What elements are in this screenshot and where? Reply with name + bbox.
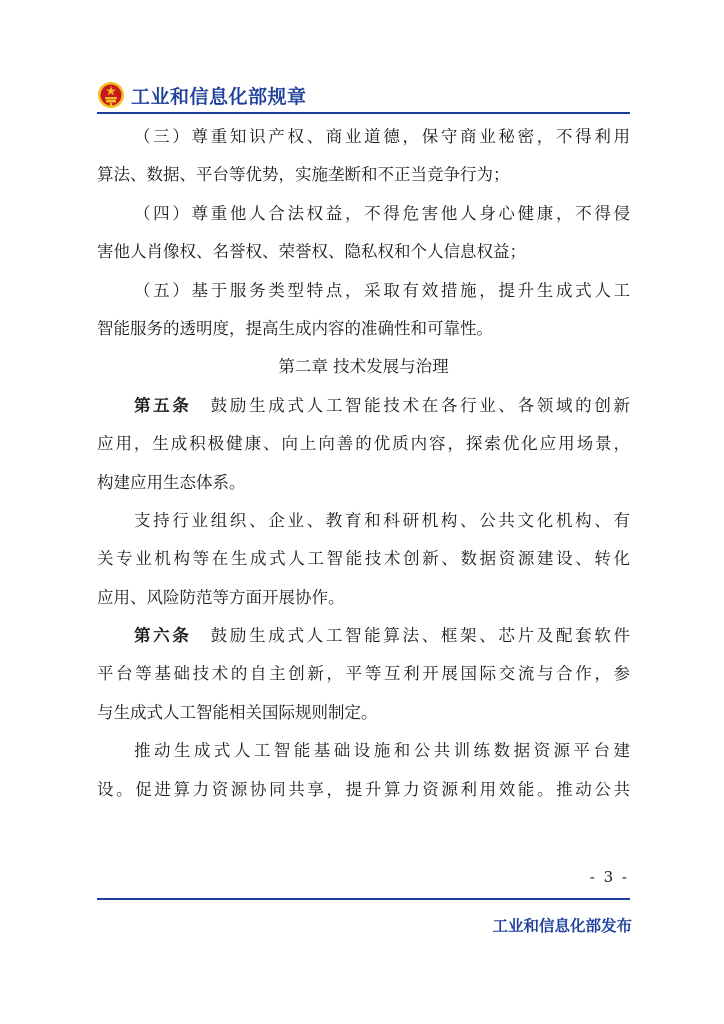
article-line [97,617,630,655]
text-line: 鼓励生成式人工智能技术在各行业、各领域的创新 [210,395,631,415]
document-body [97,118,630,809]
text-line: 支持行业组织、企业、教育和科研机构、公共文化机构、有 [134,510,630,530]
article-label: 第六条 [134,626,192,646]
header-title: 工业和信息化部规章 [131,85,307,108]
article-line [97,387,630,425]
text-line: 应用，生成积极健康、向上向善的优质内容，探索优化应用场景， [97,434,630,454]
footer-publisher: 工业和信息化部发布 [492,917,632,935]
national-emblem-icon [97,81,125,109]
text-line: 害他人肖像权、名誉权、荣誉权、隐私权和个人信息权益； [97,242,526,262]
text-line: 平台等基础技术的自主创新，平等互利开展国际交流与合作，参 [97,664,630,684]
header-divider [97,112,630,114]
text-line: 推动生成式人工智能基础设施和公共训练数据资源平台建 [134,741,630,761]
text-line: 构建应用生态体系。 [97,472,246,492]
page-number: - 3 - [589,868,629,886]
text-line: 算法、数据、平台等优势，实施垄断和不正当竞争行为； [97,165,510,185]
text-line: 与生成式人工智能相关国际规则制定。 [97,702,378,722]
text-line: 设。促进算力资源协同共享，提升算力资源利用效能。推动公共 [97,779,630,799]
text-line: 智能服务的透明度，提高生成内容的准确性和可靠性。 [97,318,493,338]
chapter-heading: 第二章 技术发展与治理 [278,357,449,377]
text-line: （五）基于服务类型特点，采取有效措施，提升生成式人工 [134,280,630,300]
text-line: （四）尊重他人合法权益，不得危害他人身心健康，不得侵 [134,203,630,223]
text-line: （三）尊重知识产权、商业道德，保守商业秘密，不得利用 [134,127,630,146]
article-label: 第五条 [134,395,192,415]
text-line: 应用、风险防范等方面开展协作。 [97,587,345,607]
text-line: 关专业机构等在生成式人工智能技术创新、数据资源建设、转化 [97,549,630,569]
page-header [97,78,307,112]
text-line: 鼓励生成式人工智能算法、框架、芯片及配套软件 [210,626,631,646]
footer-divider [97,898,630,900]
